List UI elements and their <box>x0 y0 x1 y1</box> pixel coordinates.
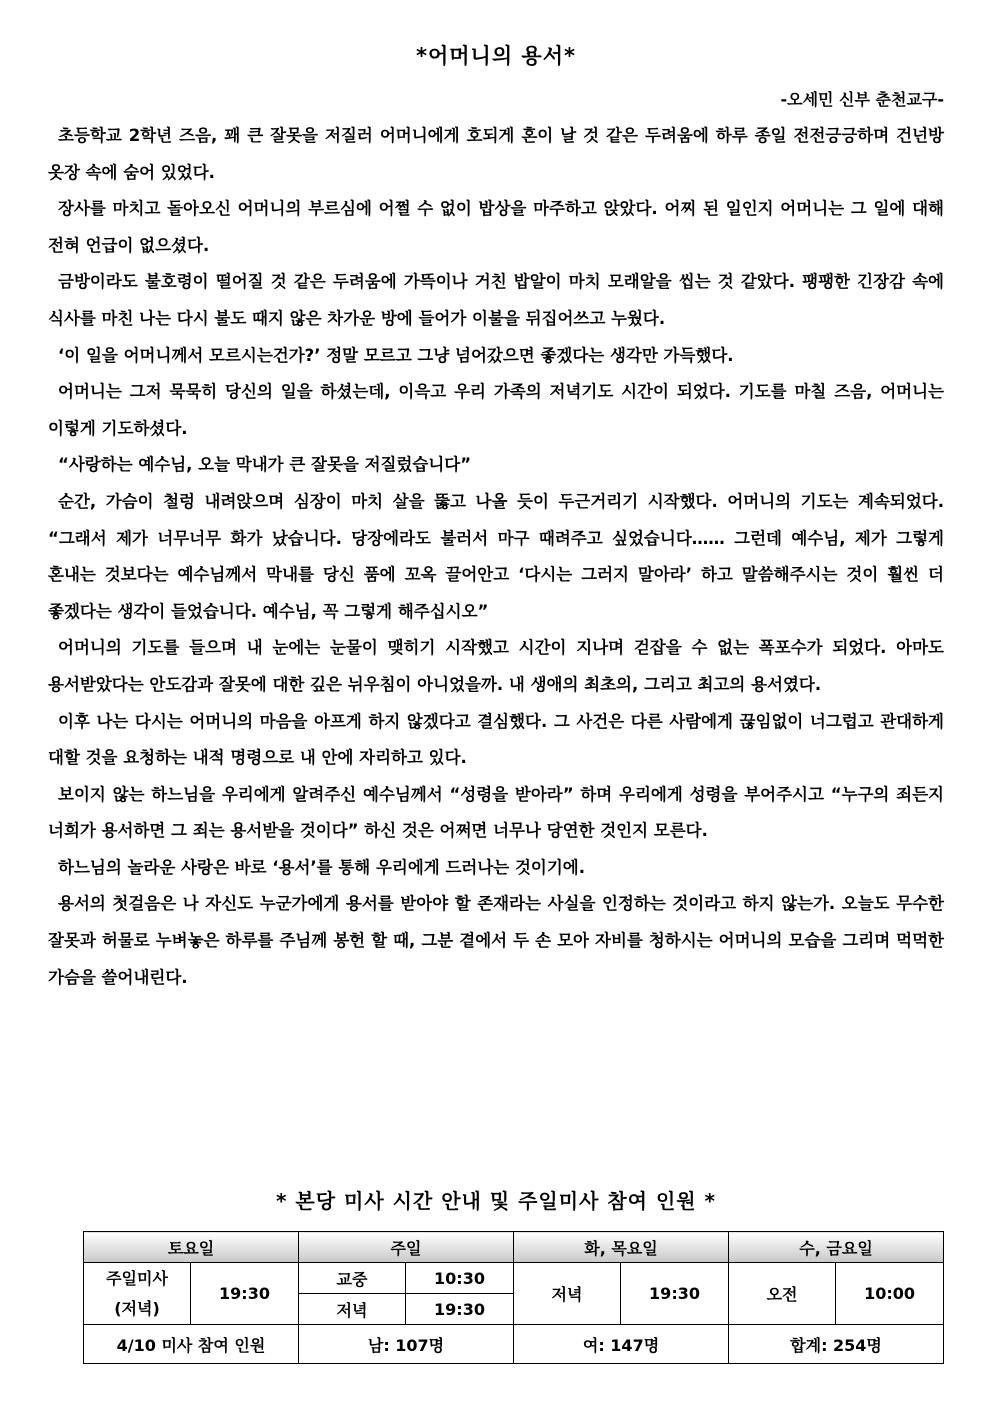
paragraph: 초등학교 2학년 즈음, 꽤 큰 잘못을 저질러 어머니에게 호되게 혼이 날 것 같은 두려움에 하루 종일 전전긍긍하며 건넌방 옷장 속에 숨어 있었다. <box>48 126 944 182</box>
saturday-mass-time: 19:30 <box>191 1263 299 1325</box>
paragraph: 하느님의 놀라운 사랑은 바로 ‘용서’를 통해 우리에게 드러나는 것이기에. <box>58 857 585 877</box>
article-body <box>48 118 944 996</box>
header-saturday: 토요일 <box>84 1232 299 1263</box>
paragraph: 금방이라도 불호령이 떨어질 것 같은 두려움에 가뜩이나 거친 밥알이 마치 모래알을 씹는 것 같았다. 팽팽한 긴장감 속에 식사를 마친 나는 다시 불도 때지 않은 차가운 방에 들어가 이불을 뒤집어쓰고 누웠다. <box>48 272 944 328</box>
saturday-mass-label <box>84 1263 191 1325</box>
tue-thu-mass-label: 저녁 <box>514 1263 621 1325</box>
tue-thu-mass-time: 19:30 <box>621 1263 729 1325</box>
header-tue-thu: 화, 목요일 <box>514 1232 729 1263</box>
paragraph: 용서의 첫걸음은 나 자신도 누군가에게 용서를 받아야 할 존재라는 사실을 인정하는 것이라고 하지 않는가. 오늘도 무수한 잘못과 허물로 누벼놓은 하루를 주님께 봉헌 할 때, 그분 곁에서 두 손 모아 자비를 청하시는 어머니의 모습을 그리며 먹먹한 가슴을 쓸어내린다. <box>48 894 944 987</box>
attendance-female: 여: 147명 <box>514 1325 729 1364</box>
paragraph: 어머니의 기도를 들으며 내 눈에는 눈물이 맺히기 시작했고 시간이 지나며 걷잡을 수 없는 폭포수가 되었다. 아마도 용서받았다는 안도감과 잘못에 대한 깊은 뉘우침이 아니었을까. 내 생애의 최초의, 그리고 최고의 용서였다. <box>48 638 944 694</box>
mass-schedule-table <box>83 1231 944 1364</box>
paragraph: 순간, 가슴이 철렁 내려앉으며 심장이 마치 살을 뚫고 나올 듯이 두근거리기 시작했다. 어머니의 기도는 계속되었다. “그래서 제가 너무너무 화가 났습니다. 당장에라도 불러서 마구 때려주고 싶었습니다…… 그런데 예수님, 제가 그렇게 혼내는 것보다는 예수님께서 막내를 당신 품에 꼬옥 끌어안고 ‘다시는 그러지 말아라’ 하고 말씀해주시는 것이 훨씬 더 좋겠다는 생각이 들었습니다. 예수님, 꼭 그렇게 해주십시오” <box>48 491 944 621</box>
attendance-row <box>84 1325 944 1364</box>
sunday-mass-time: 10:30 <box>406 1263 514 1294</box>
header-sunday: 주일 <box>299 1232 514 1263</box>
paragraph: 장사를 마치고 돌아오신 어머니의 부르심에 어쩔 수 없이 밥상을 마주하고 앉았다. 어찌 된 일인지 어머니는 그 일에 대해 전혀 언급이 없으셨다. <box>48 199 944 255</box>
paragraph: 보이지 않는 하느님을 우리에게 알려주신 예수님께서 “성령을 받아라” 하며 우리에게 성령을 부어주시고 “누구의 죄든지 너희가 용서하면 그 죄는 용서받을 것이다” 하신 것은 어쩌면 너무나 당연한 것인지 모른다. <box>48 784 944 841</box>
paragraph: 이후 나는 다시는 어머니의 마음을 아프게 하지 않겠다고 결심했다. 그 사건은 다른 사람에게 끊임없이 너그럽고 관대하게 대할 것을 요청하는 내적 명령으로 내 안에 자리하고 있다. <box>48 711 944 768</box>
sunday-mass-label: 저녁 <box>299 1294 406 1325</box>
attendance-label: 4/10 미사 참여 인원 <box>84 1325 299 1364</box>
table-row <box>84 1263 944 1294</box>
attendance-male: 남: 107명 <box>299 1325 514 1364</box>
saturday-label-line2: (저녁) <box>114 1298 160 1318</box>
mass-schedule-title: * 본당 미사 시간 안내 및 주일미사 참여 인원 * <box>275 1189 717 1213</box>
article-title: *어머니의 용서* <box>416 44 576 68</box>
header-wed-fri: 수, 금요일 <box>729 1232 944 1263</box>
wed-fri-mass-label: 오전 <box>729 1263 836 1325</box>
article-author: -오세민 신부 춘천교구- <box>780 90 944 109</box>
wed-fri-mass-time: 10:00 <box>836 1263 944 1325</box>
saturday-label-line1: 주일미사 <box>106 1268 168 1288</box>
table-header-row <box>84 1232 944 1263</box>
sunday-mass-label: 교중 <box>299 1263 406 1294</box>
paragraph: 어머니는 그저 묵묵히 당신의 일을 하셨는데, 이윽고 우리 가족의 저녁기도 시간이 되었다. 기도를 마칠 즈음, 어머니는 이렇게 기도하셨다. <box>48 382 944 438</box>
sunday-mass-time: 19:30 <box>406 1294 514 1325</box>
attendance-total: 합계: 254명 <box>729 1325 944 1364</box>
paragraph: “사랑하는 예수님, 오늘 막내가 큰 잘못을 저질렀습니다” <box>58 455 472 475</box>
paragraph: ‘이 일을 어머니께서 모르시는건가?’ 정말 모르고 그냥 넘어갔으면 좋겠다는 생각만 가득했다. <box>58 345 734 365</box>
